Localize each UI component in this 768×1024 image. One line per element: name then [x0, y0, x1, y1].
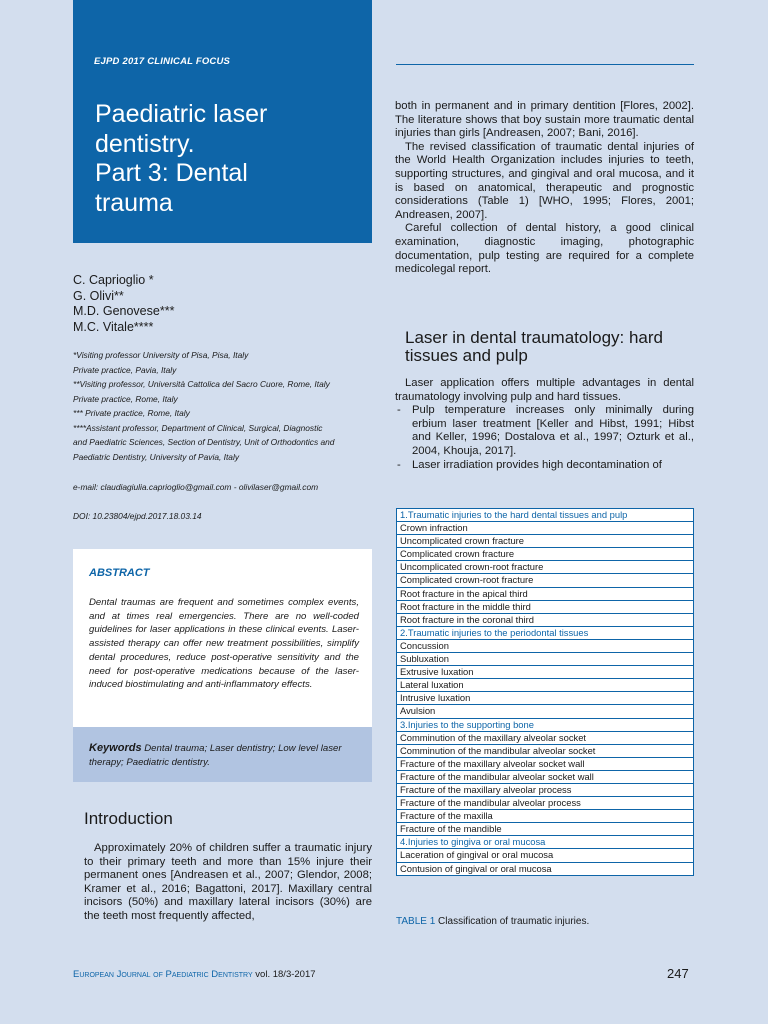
table-cell: Fracture of the maxillary alveolar socket wall: [397, 757, 694, 770]
classification-paragraph: The revised classification of traumatic dental injuries of the World Health Organization includes injuries to teeth, supporting structures, and gingival and oral mucosa, and it is based on anatomical, therapeutic and prognostic considerations (Table 1) [WHO, 1995; Flores, 2001; Andreasen, 2007].: [395, 140, 694, 221]
journal-volume: vol. 18/3-2017: [252, 969, 316, 980]
table-row: [397, 757, 694, 770]
list-item: - Laser irradiation provides high decontamination of: [395, 459, 694, 473]
table-row: [397, 810, 694, 823]
table-caption-text: Classification of traumatic injuries.: [435, 916, 590, 927]
table-cell: Fracture of the maxilla: [397, 810, 694, 823]
table-cell: Laceration of gingival or oral mucosa: [397, 849, 694, 862]
table-cell: Lateral luxation: [397, 679, 694, 692]
table-row: [397, 797, 694, 810]
table-row: [397, 574, 694, 587]
table-cell: Comminution of the maxillary alveolar socket: [397, 731, 694, 744]
table-row: [397, 613, 694, 626]
table-row: [397, 783, 694, 796]
continuation-paragraph: both in permanent and in primary dentition [Flores, 2002]. The literature shows that boy sustain more traumatic dental injuries than girls [Andreasen, 2007; Bani, 2016].: [395, 100, 694, 140]
table-row: [397, 639, 694, 652]
table-row: [397, 587, 694, 600]
table-cell: Concussion: [397, 639, 694, 652]
table-row: [397, 692, 694, 705]
affiliation-line: and Paediatric Sciences, Section of Dentistry, Unit of Orthodontics and: [73, 437, 335, 447]
title-line: dentistry.: [95, 129, 195, 158]
table-cell: Fracture of the mandible: [397, 823, 694, 836]
abstract-text: Dental traumas are frequent and sometimes complex events, and at times real emergencies. There are no well-coded guidelines for laser applications in these clinical events. Laser-assisted therapy can offer new treatment possibilities, simplify dental procedures, reduce post-operative sensitivity and the need for post-operative medications because of the laser-induced biostimulating and anti-inflammatory effects.: [89, 597, 359, 691]
classification-table: [396, 508, 694, 876]
table-group-header: 4.Injuries to gingiva or oral mucosa: [397, 836, 694, 849]
table-row: [397, 744, 694, 757]
table-cell: Avulsion: [397, 705, 694, 718]
table-group-header: 2.Traumatic injuries to the periodontal tissues: [397, 626, 694, 639]
table-row: [397, 535, 694, 548]
affiliation-line: **Visiting professor, Università Cattolica del Sacro Cuore, Rome, Italy: [73, 379, 330, 389]
table-cell: Subluxation: [397, 653, 694, 666]
keywords-label: Keywords: [89, 742, 142, 754]
table-cell: Crown infraction: [397, 522, 694, 535]
right-column-body: [395, 100, 694, 277]
laser-section-body: [395, 377, 694, 472]
contact-email: e-mail: claudiagiulia.caprioglio@gmail.com - olivilaser@gmail.com: [73, 482, 319, 492]
table-row: [397, 653, 694, 666]
table-cell: Intrusive luxation: [397, 692, 694, 705]
table-row: [397, 679, 694, 692]
affiliation-line: *Visiting professor University of Pisa, Pisa, Italy: [73, 350, 249, 360]
article-title: [95, 100, 365, 218]
affiliations: [73, 348, 373, 464]
table-cell: Root fracture in the apical third: [397, 587, 694, 600]
table-cell: Uncomplicated crown-root fracture: [397, 561, 694, 574]
title-line: Paediatric laser: [95, 100, 268, 128]
introduction-body: [84, 842, 372, 924]
abstract-heading: ABSTRACT: [89, 567, 150, 579]
table-cell: Contusion of gingival or oral mucosa: [397, 862, 694, 875]
affiliation-line: *** Private practice, Rome, Italy: [73, 408, 190, 418]
title-line: Part 3: Dental: [95, 159, 248, 187]
author: M.C. Vitale****: [73, 319, 154, 334]
table-group-header: 1.Traumatic injuries to the hard dental tissues and pulp: [397, 509, 694, 522]
table-cell: Root fracture in the coronal third: [397, 613, 694, 626]
affiliation-line: Private practice, Rome, Italy: [73, 393, 178, 404]
table-cell: Root fracture in the middle third: [397, 600, 694, 613]
table-cell: Fracture of the mandibular alveolar process: [397, 797, 694, 810]
laser-section-heading: Laser in dental traumatology: hard tissues and pulp: [405, 328, 663, 365]
table-cell: Fracture of the mandibular alveolar socket wall: [397, 770, 694, 783]
table-cell: Uncomplicated crown fracture: [397, 535, 694, 548]
table-row: [397, 849, 694, 862]
table-row: [397, 509, 694, 522]
keywords-box: [73, 727, 372, 782]
table-cell: Complicated crown fracture: [397, 548, 694, 561]
table-cell: Comminution of the mandibular alveolar socket: [397, 744, 694, 757]
author: M.D. Genovese***: [73, 304, 175, 318]
abstract-box: [73, 549, 372, 727]
introduction-paragraph: Approximately 20% of children suffer a traumatic injury to their primary teeth and more than 15% injure their permanent ones [Andreasen et al., 2007; Glendor, 2008; Kramer et al., 2016; Bagattoni, 2017]. Maxillary central incisors (50%) and maxillary lateral incisors (30%) are the teeth most frequently affected,: [84, 842, 372, 922]
table-cell: Extrusive luxation: [397, 666, 694, 679]
author-list: [73, 273, 174, 335]
page-number: 247: [667, 966, 689, 981]
journal-name: European Journal of Paediatric Dentistry: [73, 969, 253, 980]
table-row: [397, 561, 694, 574]
table-row: [397, 731, 694, 744]
journal-footer: [73, 969, 316, 980]
table-cell: Complicated crown-root fracture: [397, 574, 694, 587]
history-paragraph: Careful collection of dental history, a good clinical examination, diagnostic imaging, photographic documentation, pulp testing are required for a complete medicolegal report.: [395, 222, 694, 276]
author: C. Caprioglio *: [73, 273, 154, 287]
affiliation-line: ****Assistant professor, Department of Clinical, Surgical, Diagnostic: [73, 422, 323, 433]
table-row: [397, 666, 694, 679]
table-row: [397, 626, 694, 639]
table-caption: [396, 916, 589, 927]
table-row: [397, 862, 694, 875]
table-body: [397, 509, 694, 876]
introduction-heading: Introduction: [84, 809, 173, 828]
list-item: - Pulp temperature increases only minimally during erbium laser treatment [Keller and Hibst, 1991; Hibst and Keller, 1996; Dostalova et al., 1997; Ozturk et al., 2004, Khouja, 2017].: [395, 404, 694, 458]
doi: DOI: 10.23804/ejpd.2017.18.03.14: [73, 511, 202, 521]
table-row: [397, 823, 694, 836]
title-line: trauma: [95, 188, 173, 217]
table-row: [397, 600, 694, 613]
laser-bullet-list: [395, 404, 694, 472]
table-row: [397, 705, 694, 718]
table-row: [397, 548, 694, 561]
affiliation-line: Paediatric Dentistry, University of Pavia, Italy: [73, 451, 240, 462]
author: G. Olivi**: [73, 288, 124, 303]
table-row: [397, 836, 694, 849]
table-1: [396, 508, 694, 876]
table-row: [397, 522, 694, 535]
keywords-text: [89, 741, 359, 770]
title-banner: [73, 0, 372, 243]
table-row: [397, 718, 694, 731]
section-label: EJPD 2017 CLINICAL FOCUS: [94, 56, 231, 67]
table-group-header: 3.Injuries to the supporting bone: [397, 718, 694, 731]
laser-paragraph: Laser application offers multiple advantages in dental traumatology involving pulp and hard tissues.: [395, 377, 694, 403]
keywords-list: Dental trauma; Laser dentistry; Low level laser therapy; Paediatric dentistry.: [89, 743, 342, 768]
table-row: [397, 770, 694, 783]
affiliation-line: Private practice, Pavia, Italy: [73, 364, 177, 375]
table-caption-label: TABLE 1: [396, 916, 436, 927]
top-divider: [396, 64, 694, 65]
table-cell: Fracture of the maxillary alveolar process: [397, 783, 694, 796]
